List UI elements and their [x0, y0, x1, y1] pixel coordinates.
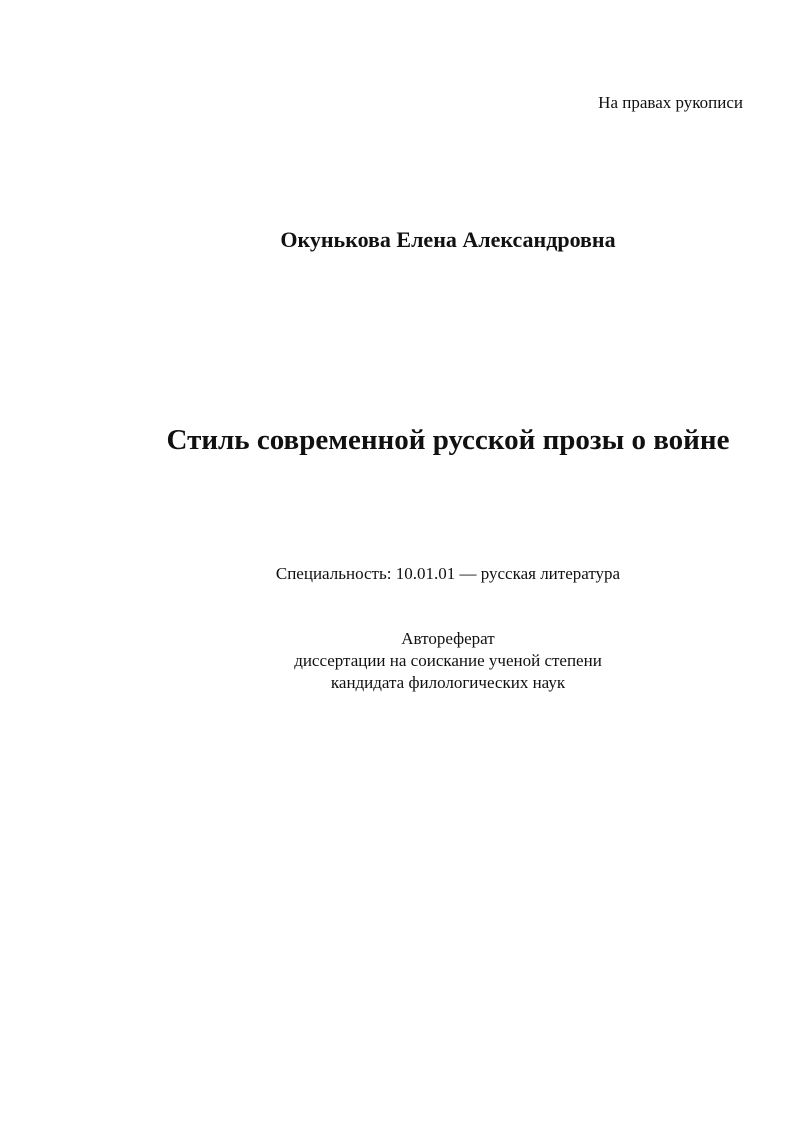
rights-note: На правах рукописи [598, 93, 743, 112]
specialty-line: Специальность: 10.01.01 — русская литература [275, 564, 621, 583]
dissertation-title: Стиль современной русской прозы о войне [166, 424, 730, 456]
abstract-line-type: Автореферат [401, 629, 495, 648]
abstract-line-purpose: диссертации на соискание ученой степени [294, 651, 602, 670]
author-name: Окунькова Елена Александровна [280, 227, 616, 252]
abstract-description [0, 628, 800, 694]
abstract-line-degree: кандидата филологических наук [330, 673, 566, 692]
